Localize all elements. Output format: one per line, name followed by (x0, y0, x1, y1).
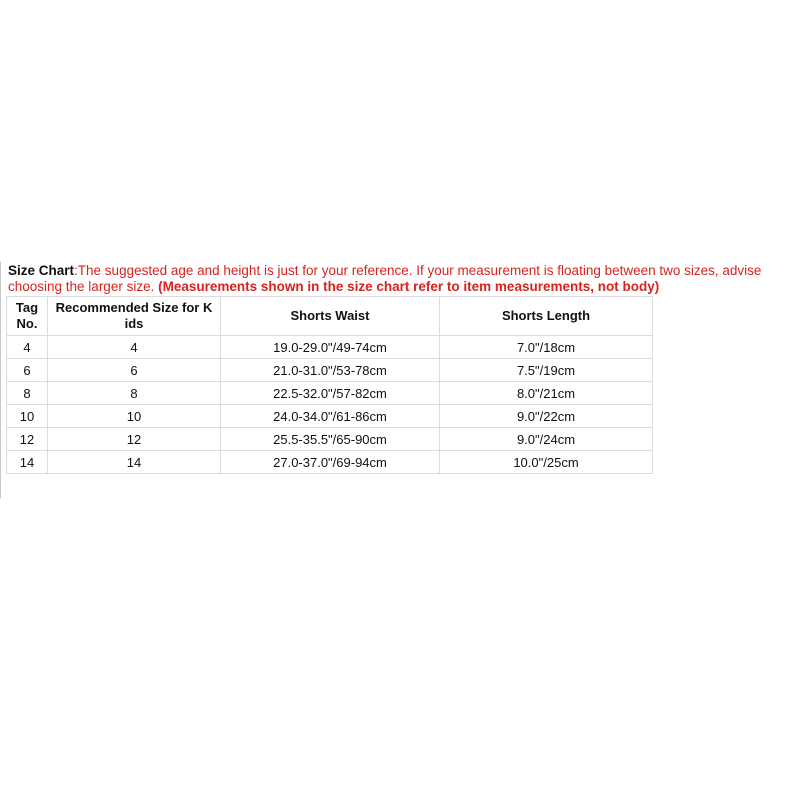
table-header-row (7, 297, 653, 336)
table-row (7, 405, 653, 428)
table-row (7, 451, 653, 474)
cell-waist: 27.0-37.0"/69-94cm (221, 451, 440, 474)
cell-tag: 12 (7, 428, 48, 451)
size-chart-reference-text: The suggested age and height is just for your reference. If your measurement is floating between two sizes, advise choosing the larger size. (8, 263, 762, 294)
cell-recommended: 10 (48, 405, 221, 428)
cell-recommended: 4 (48, 336, 221, 359)
cell-length: 7.0"/18cm (440, 336, 653, 359)
cell-waist: 25.5-35.5"/65-90cm (221, 428, 440, 451)
cell-tag: 4 (7, 336, 48, 359)
cell-tag: 10 (7, 405, 48, 428)
cell-length: 10.0"/25cm (440, 451, 653, 474)
cell-waist: 22.5-32.0"/57-82cm (221, 382, 440, 405)
header-tag-no: Tag No. (7, 297, 48, 336)
size-chart-label: Size Chart (8, 263, 75, 278)
size-chart-measurement-note: (Measurements shown in the size chart refer to item measurements, not body) (158, 279, 660, 294)
cell-waist: 21.0-31.0"/53-78cm (221, 359, 440, 382)
table-row (7, 428, 653, 451)
header-recommended-size: Recommended Size for K ids (48, 297, 221, 336)
size-chart-separator: : (74, 263, 78, 278)
cell-recommended: 8 (48, 382, 221, 405)
cell-recommended: 6 (48, 359, 221, 382)
cell-length: 9.0"/24cm (440, 428, 653, 451)
table-row (7, 359, 653, 382)
cell-recommended: 12 (48, 428, 221, 451)
left-border-rule (0, 262, 1, 498)
table-row (7, 336, 653, 359)
cell-tag: 6 (7, 359, 48, 382)
header-shorts-waist: Shorts Waist (221, 297, 440, 336)
size-chart-intro (8, 263, 798, 295)
table-row (7, 382, 653, 405)
cell-recommended: 14 (48, 451, 221, 474)
cell-length: 9.0"/22cm (440, 405, 653, 428)
cell-tag: 14 (7, 451, 48, 474)
cell-waist: 24.0-34.0"/61-86cm (221, 405, 440, 428)
cell-waist: 19.0-29.0"/49-74cm (221, 336, 440, 359)
cell-tag: 8 (7, 382, 48, 405)
header-shorts-length: Shorts Length (440, 297, 653, 336)
size-table (6, 296, 653, 474)
cell-length: 7.5"/19cm (440, 359, 653, 382)
cell-length: 8.0"/21cm (440, 382, 653, 405)
